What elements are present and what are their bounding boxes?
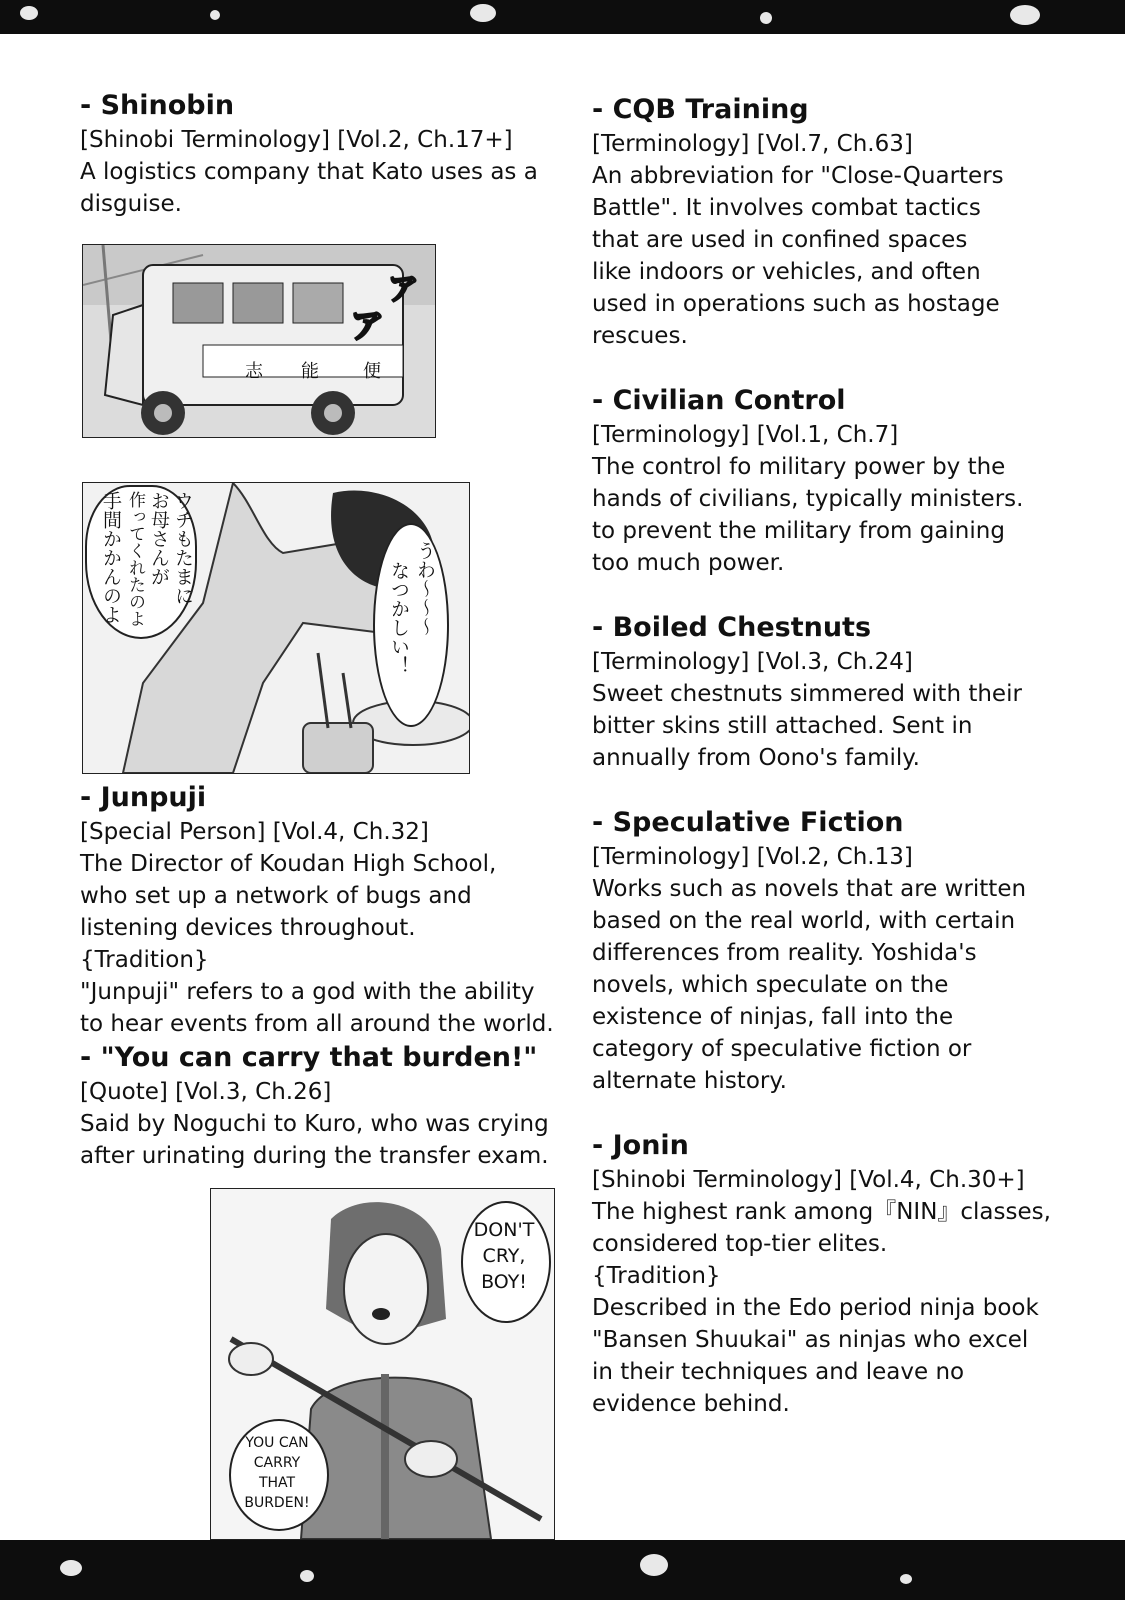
entry-text: listening devices throughout. <box>80 915 416 941</box>
entry-text: alternate history. <box>592 1068 787 1094</box>
entry-text: who set up a network of bugs and <box>80 883 472 909</box>
entry-text: to hear events from all around the world. <box>80 1011 554 1037</box>
speech-text: 手間かかんのよ <box>100 491 122 624</box>
entry-title: - Civilian Control <box>592 385 846 416</box>
speech-text: CARRY <box>253 1455 301 1471</box>
entry-text: Battle". It involves combat tactics <box>592 195 981 221</box>
entry-text: considered top-tier elites. <box>592 1231 888 1257</box>
entry-text: category of speculative fiction or <box>592 1036 972 1062</box>
van-sign-char: 便 <box>363 361 381 382</box>
entry-title: - "You can carry that burden!" <box>80 1042 538 1073</box>
sound-effect: ァ <box>383 262 423 308</box>
entry-meta: [Shinobi Terminology] [Vol.2, Ch.17+] <box>80 127 513 153</box>
entry-cqb-training <box>592 92 1072 352</box>
entry-meta: [Shinobi Terminology] [Vol.4, Ch.30+] <box>592 1167 1025 1193</box>
entry-text: Said by Noguchi to Kuro, who was crying <box>80 1111 549 1137</box>
entry-text: {Tradition} <box>592 1263 721 1289</box>
entry-text: An abbreviation for "Close-Quarters <box>592 163 1004 189</box>
ink-splatter <box>470 4 496 22</box>
speech-text: お母さんが <box>148 491 170 586</box>
entry-text: rescues. <box>592 323 688 349</box>
entry-text: after urinating during the transfer exam. <box>80 1143 549 1169</box>
entry-civilian-control <box>592 383 1072 579</box>
entry-shinobin <box>80 88 570 220</box>
van-sign-char: 志 <box>245 361 263 382</box>
entry-text: Described in the Edo period ninja book <box>592 1295 1039 1321</box>
speech-bubble-right <box>373 523 449 727</box>
speech-text: BOY! <box>481 1271 527 1293</box>
entry-title: - CQB Training <box>592 94 809 125</box>
entry-meta: [Terminology] [Vol.7, Ch.63] <box>592 131 913 157</box>
entry-text: novels, which speculate on the <box>592 972 949 998</box>
entry-text: The Director of Koudan High School, <box>80 851 497 877</box>
entry-text: to prevent the military from gaining <box>592 518 1005 544</box>
entry-title: - Speculative Fiction <box>592 807 904 838</box>
van-sign-char: 能 <box>301 361 319 382</box>
ink-splatter <box>20 6 38 20</box>
entry-text: based on the real world, with certain <box>592 908 1016 934</box>
left-column-bottom <box>80 780 570 1172</box>
ink-splatter <box>640 1554 668 1576</box>
bottom-ink-border <box>0 1540 1125 1600</box>
entry-text: Sweet chestnuts simmered with their <box>592 681 1022 707</box>
entry-text: annually from Oono's family. <box>592 745 920 771</box>
right-column <box>592 92 1072 1420</box>
entry-text: Works such as novels that are written <box>592 876 1027 902</box>
left-column-top <box>80 88 570 220</box>
entry-text: "Bansen Shuukai" as ninjas who excel <box>592 1327 1029 1353</box>
entry-text: The highest rank among『NIN』classes, <box>592 1199 1051 1225</box>
speech-text: YOU CAN <box>245 1435 309 1451</box>
entry-meta: [Terminology] [Vol.2, Ch.13] <box>592 844 913 870</box>
entry-text: like indoors or vehicles, and often <box>592 259 981 285</box>
ink-splatter <box>210 10 220 20</box>
manga-panel-kitchen <box>82 482 470 774</box>
entry-boiled-chestnuts <box>592 610 1072 774</box>
entry-text: differences from reality. Yoshida's <box>592 940 977 966</box>
speech-text: うわ〜〜〜 <box>414 541 436 636</box>
entry-meta: [Special Person] [Vol.4, Ch.32] <box>80 819 429 845</box>
manga-panel-girl <box>210 1188 555 1540</box>
entry-text: {Tradition} <box>80 947 209 973</box>
entry-text: hands of civilians, typically ministers. <box>592 486 1024 512</box>
speech-text: THAT <box>258 1475 296 1491</box>
entry-jonin <box>592 1128 1072 1420</box>
entry-text: A logistics company that Kato uses as a <box>80 159 538 185</box>
entry-speculative-fiction <box>592 805 1072 1097</box>
entry-title: - Shinobin <box>80 90 235 121</box>
entry-text: "Junpuji" refers to a god with the ability <box>80 979 535 1005</box>
top-ink-border <box>0 0 1125 34</box>
speech-text: 作ってくれたのよ <box>125 491 145 627</box>
entry-junpuji <box>80 780 570 1040</box>
entry-title: - Boiled Chestnuts <box>592 612 872 643</box>
speech-text: ウチもたまに <box>172 491 194 605</box>
entry-text: too much power. <box>592 550 785 576</box>
entry-title: - Junpuji <box>80 782 207 813</box>
entry-meta: [Terminology] [Vol.3, Ch.24] <box>592 649 913 675</box>
speech-text: CRY, <box>482 1245 526 1267</box>
entry-meta: [Quote] [Vol.3, Ch.26] <box>80 1079 332 1105</box>
entry-text: existence of ninjas, fall into the <box>592 1004 954 1030</box>
entry-text: that are used in confined spaces <box>592 227 968 253</box>
speech-text: DON'T <box>473 1219 535 1241</box>
entry-text: disguise. <box>80 191 182 217</box>
entry-text: used in operations such as hostage <box>592 291 1000 317</box>
manga-panel-van <box>82 244 436 438</box>
entry-meta: [Terminology] [Vol.1, Ch.7] <box>592 422 899 448</box>
ink-splatter <box>760 12 772 24</box>
entry-text: The control fo military power by the <box>592 454 1006 480</box>
entry-text: in their techniques and leave no <box>592 1359 965 1385</box>
speech-text: なつかしい！ <box>388 561 410 675</box>
ink-splatter <box>300 1570 314 1582</box>
ink-splatter <box>60 1560 82 1576</box>
entry-text: evidence behind. <box>592 1391 790 1417</box>
speech-text: BURDEN! <box>244 1495 310 1511</box>
ink-splatter <box>900 1574 912 1584</box>
entry-text: bitter skins still attached. Sent in <box>592 713 973 739</box>
sound-effect: ァ <box>345 296 389 347</box>
entry-title: - Jonin <box>592 1130 689 1161</box>
entry-carry-burden <box>80 1040 570 1172</box>
ink-splatter <box>1010 5 1040 25</box>
